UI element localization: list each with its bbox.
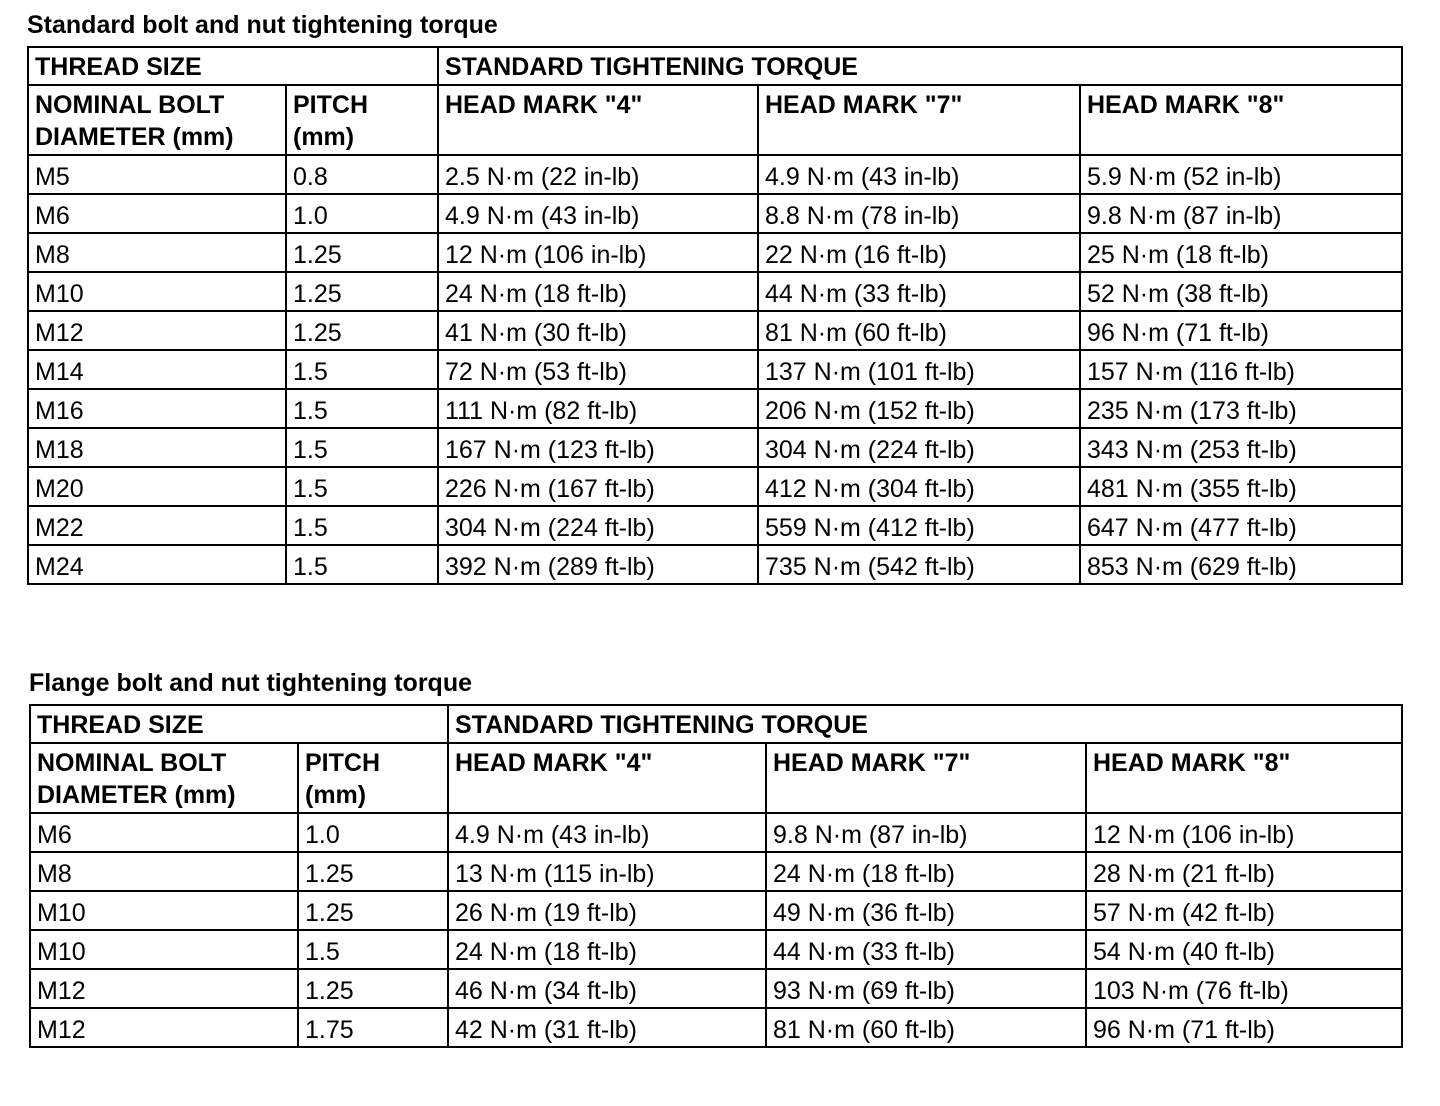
cell-head-mark-8: 5.9 N·m (52 in-lb) [1080,155,1402,194]
table-row [30,891,1402,930]
cell-head-mark-4: 46 N·m (34 ft-lb) [448,969,766,1008]
table-row [28,311,1402,350]
cell-head-mark-7: 9.8 N·m (87 in-lb) [766,813,1086,852]
cell-head-mark-4: 111 N·m (82 ft-lb) [438,389,758,428]
cell-head-mark-4: 2.5 N·m (22 in-lb) [438,155,758,194]
table-row [28,194,1402,233]
table-row [28,467,1402,506]
cell-head-mark-7: 81 N·m (60 ft-lb) [758,311,1080,350]
torque-header: STANDARD TIGHTENING TORQUE [438,47,1402,85]
cell-head-mark-8: 343 N·m (253 ft-lb) [1080,428,1402,467]
cell-head-mark-8: 52 N·m (38 ft-lb) [1080,272,1402,311]
cell-head-mark-4: 26 N·m (19 ft-lb) [448,891,766,930]
cell-head-mark-8: 647 N·m (477 ft-lb) [1080,506,1402,545]
cell-pitch: 1.5 [286,545,438,584]
cell-diameter: M20 [28,467,286,506]
cell-head-mark-8: 96 N·m (71 ft-lb) [1080,311,1402,350]
table-row [28,233,1402,272]
cell-diameter: M6 [28,194,286,233]
cell-pitch: 1.5 [286,389,438,428]
cell-head-mark-7: 735 N·m (542 ft-lb) [758,545,1080,584]
standard-torque-title: Standard bolt and nut tightening torque [27,11,498,39]
cell-head-mark-4: 167 N·m (123 ft-lb) [438,428,758,467]
cell-diameter: M10 [30,891,298,930]
cell-pitch: 1.5 [286,428,438,467]
cell-head-mark-7: 24 N·m (18 ft-lb) [766,852,1086,891]
cell-head-mark-7: 44 N·m (33 ft-lb) [758,272,1080,311]
cell-head-mark-7: 304 N·m (224 ft-lb) [758,428,1080,467]
cell-head-mark-7: 8.8 N·m (78 in-lb) [758,194,1080,233]
cell-head-mark-4: 42 N·m (31 ft-lb) [448,1008,766,1047]
cell-head-mark-7: 49 N·m (36 ft-lb) [766,891,1086,930]
flange-torque-table [29,704,1403,1048]
table-row [28,155,1402,194]
cell-head-mark-7: 206 N·m (152 ft-lb) [758,389,1080,428]
cell-pitch: 1.25 [286,311,438,350]
cell-diameter: M5 [28,155,286,194]
table-row [30,813,1402,852]
col-head-mark-4-header: HEAD MARK "4" [438,85,758,155]
cell-diameter: M6 [30,813,298,852]
cell-diameter: M8 [28,233,286,272]
cell-pitch: 1.0 [298,813,448,852]
cell-head-mark-8: 12 N·m (106 in-lb) [1086,813,1402,852]
cell-head-mark-8: 157 N·m (116 ft-lb) [1080,350,1402,389]
cell-head-mark-8: 481 N·m (355 ft-lb) [1080,467,1402,506]
cell-head-mark-4: 24 N·m (18 ft-lb) [438,272,758,311]
table-row [28,428,1402,467]
cell-diameter: M18 [28,428,286,467]
cell-head-mark-8: 103 N·m (76 ft-lb) [1086,969,1402,1008]
table-row [28,350,1402,389]
cell-head-mark-4: 392 N·m (289 ft-lb) [438,545,758,584]
cell-head-mark-4: 41 N·m (30 ft-lb) [438,311,758,350]
cell-head-mark-7: 44 N·m (33 ft-lb) [766,930,1086,969]
cell-head-mark-4: 24 N·m (18 ft-lb) [448,930,766,969]
thread-size-header: THREAD SIZE [28,47,438,85]
cell-head-mark-8: 28 N·m (21 ft-lb) [1086,852,1402,891]
cell-pitch: 1.0 [286,194,438,233]
cell-head-mark-4: 226 N·m (167 ft-lb) [438,467,758,506]
cell-pitch: 1.5 [286,467,438,506]
cell-pitch: 1.5 [286,506,438,545]
col-nominal-diameter-header: NOMINAL BOLT DIAMETER (mm) [30,743,298,813]
cell-diameter: M16 [28,389,286,428]
cell-pitch: 1.25 [298,852,448,891]
cell-pitch: 1.5 [298,930,448,969]
thread-size-header: THREAD SIZE [30,705,448,743]
col-nominal-diameter-header: NOMINAL BOLT DIAMETER (mm) [28,85,286,155]
cell-pitch: 1.5 [286,350,438,389]
cell-pitch: 1.25 [298,891,448,930]
cell-head-mark-7: 559 N·m (412 ft-lb) [758,506,1080,545]
cell-head-mark-8: 54 N·m (40 ft-lb) [1086,930,1402,969]
column-header-row [30,743,1402,813]
group-header-row [30,705,1402,743]
cell-head-mark-4: 304 N·m (224 ft-lb) [438,506,758,545]
table-row [30,969,1402,1008]
column-header-row [28,85,1402,155]
cell-head-mark-8: 96 N·m (71 ft-lb) [1086,1008,1402,1047]
col-pitch-header: PITCH (mm) [298,743,448,813]
cell-head-mark-8: 9.8 N·m (87 in-lb) [1080,194,1402,233]
col-head-mark-4-header: HEAD MARK "4" [448,743,766,813]
table-row [30,930,1402,969]
col-head-mark-8-header: HEAD MARK "8" [1080,85,1402,155]
cell-diameter: M12 [30,1008,298,1047]
flange-torque-title: Flange bolt and nut tightening torque [29,669,472,697]
cell-head-mark-8: 57 N·m (42 ft-lb) [1086,891,1402,930]
cell-diameter: M12 [28,311,286,350]
col-head-mark-7-header: HEAD MARK "7" [766,743,1086,813]
cell-diameter: M14 [28,350,286,389]
table-row [28,506,1402,545]
torque-header: STANDARD TIGHTENING TORQUE [448,705,1402,743]
cell-pitch: 1.25 [286,272,438,311]
cell-head-mark-4: 4.9 N·m (43 in-lb) [438,194,758,233]
standard-torque-table [27,46,1403,585]
cell-head-mark-4: 72 N·m (53 ft-lb) [438,350,758,389]
table-row [28,389,1402,428]
cell-pitch: 1.75 [298,1008,448,1047]
table-row [28,272,1402,311]
cell-head-mark-8: 853 N·m (629 ft-lb) [1080,545,1402,584]
cell-head-mark-7: 4.9 N·m (43 in-lb) [758,155,1080,194]
cell-head-mark-7: 81 N·m (60 ft-lb) [766,1008,1086,1047]
cell-pitch: 1.25 [286,233,438,272]
col-head-mark-7-header: HEAD MARK "7" [758,85,1080,155]
col-head-mark-8-header: HEAD MARK "8" [1086,743,1402,813]
cell-diameter: M22 [28,506,286,545]
cell-head-mark-8: 25 N·m (18 ft-lb) [1080,233,1402,272]
col-pitch-header: PITCH (mm) [286,85,438,155]
cell-diameter: M24 [28,545,286,584]
table-row [30,1008,1402,1047]
cell-head-mark-7: 137 N·m (101 ft-lb) [758,350,1080,389]
cell-head-mark-8: 235 N·m (173 ft-lb) [1080,389,1402,428]
cell-head-mark-7: 412 N·m (304 ft-lb) [758,467,1080,506]
cell-pitch: 0.8 [286,155,438,194]
cell-head-mark-7: 22 N·m (16 ft-lb) [758,233,1080,272]
table-row [30,852,1402,891]
cell-diameter: M10 [30,930,298,969]
cell-diameter: M12 [30,969,298,1008]
cell-diameter: M10 [28,272,286,311]
cell-head-mark-4: 13 N·m (115 in-lb) [448,852,766,891]
cell-head-mark-4: 12 N·m (106 in-lb) [438,233,758,272]
cell-head-mark-4: 4.9 N·m (43 in-lb) [448,813,766,852]
cell-diameter: M8 [30,852,298,891]
group-header-row [28,47,1402,85]
table-row [28,545,1402,584]
cell-pitch: 1.25 [298,969,448,1008]
cell-head-mark-7: 93 N·m (69 ft-lb) [766,969,1086,1008]
